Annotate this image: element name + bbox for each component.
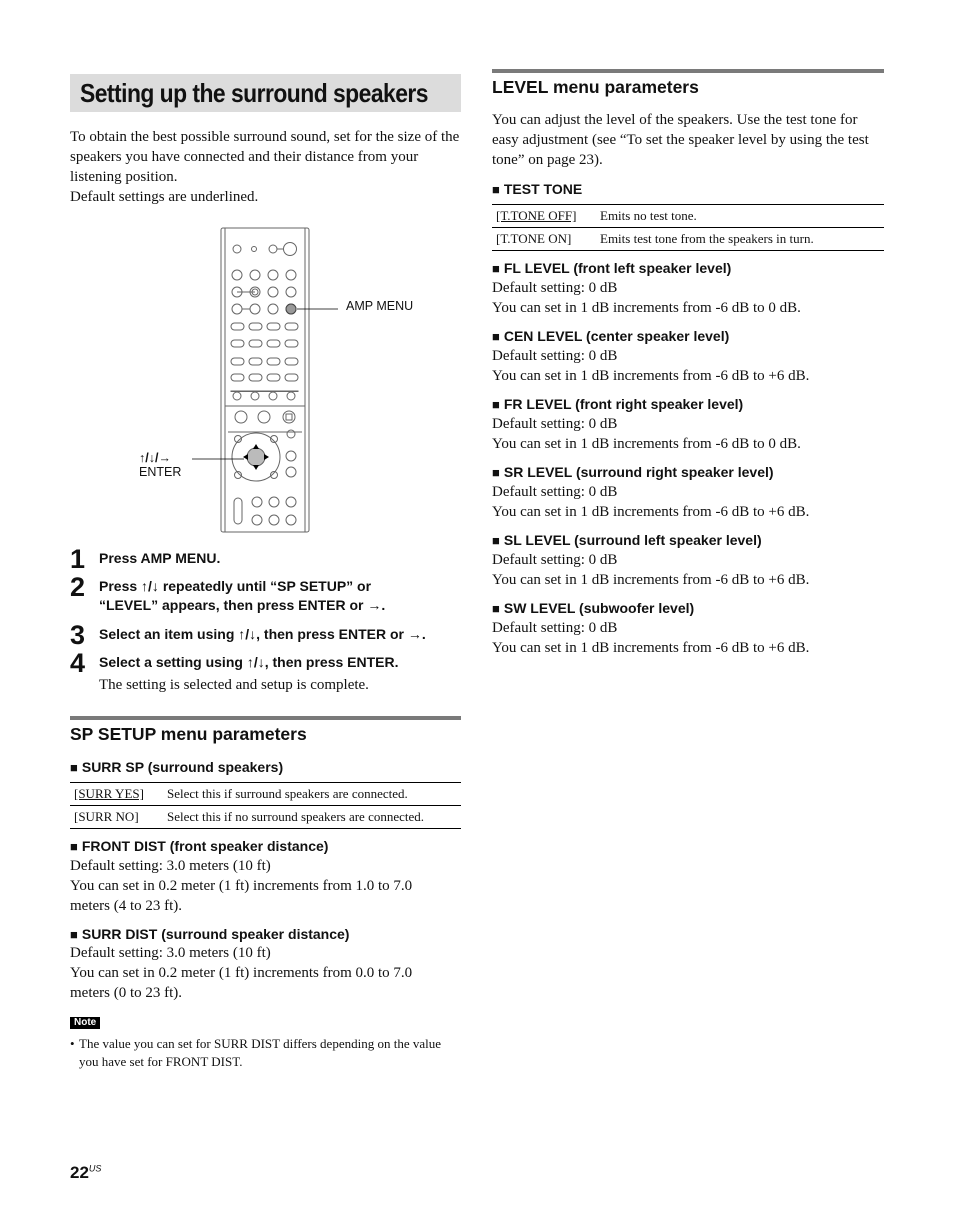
square-bullet-icon: ■ xyxy=(70,760,78,775)
param-heading-text: SURR DIST (surround speaker distance) xyxy=(81,926,350,942)
section-rule xyxy=(70,716,461,720)
default-setting: Default setting: 3.0 meters (10 ft) xyxy=(70,858,271,874)
fr-level-heading xyxy=(492,395,743,414)
sl-level-heading xyxy=(492,531,762,550)
test-tone-options-table xyxy=(492,204,884,251)
step-text: Press AMP MENU. xyxy=(99,550,221,566)
param-heading-text: SURR SP (surround speakers) xyxy=(81,759,284,775)
note-text: The value you can set for SURR DIST differs depending on the value you have set for FRONT DIST. xyxy=(79,1036,441,1069)
param-heading-text: FR LEVEL (front right speaker level) xyxy=(503,396,744,412)
option-key xyxy=(492,205,600,228)
sw-level-heading xyxy=(492,599,694,618)
default-settings-note: Default settings are underlined. xyxy=(70,189,259,205)
step-result-text: The setting is selected and setup is complete. xyxy=(99,677,369,693)
level-title: LEVEL menu parameters xyxy=(492,77,699,97)
sr-level-heading xyxy=(492,463,774,482)
setting-range: You can set in 1 dB increments from -6 dB to +6 dB. xyxy=(492,504,810,520)
note-badge: Note xyxy=(70,1017,100,1029)
step-number: 3 xyxy=(70,620,86,650)
section-rule xyxy=(492,69,884,73)
table-row xyxy=(492,228,884,251)
fl-level-heading xyxy=(492,259,731,278)
surr-dist-heading xyxy=(70,925,349,944)
sr-level-body xyxy=(492,482,884,522)
sw-level-body xyxy=(492,618,884,658)
fl-level-body xyxy=(492,278,884,318)
option-desc: Emits test tone from the speakers in turn. xyxy=(600,228,884,251)
square-bullet-icon: ■ xyxy=(492,465,500,480)
cen-level-heading xyxy=(492,327,729,346)
square-bullet-icon: ■ xyxy=(70,839,78,854)
test-tone-heading xyxy=(492,180,582,199)
step-text: Press ↑/↓ repeatedly until “SP SETUP” or “LEVEL” appears, then press ENTER or →. xyxy=(99,578,386,613)
setting-range: You can set in 0.2 meter (1 ft) increments from 0.0 to 7.0 meters (0 to 23 ft). xyxy=(70,965,413,1001)
surr-sp-heading xyxy=(70,758,283,777)
front-dist-body xyxy=(70,856,455,916)
remote-illustration xyxy=(130,226,430,536)
param-heading-text: TEST TONE xyxy=(503,181,583,197)
note-item xyxy=(70,1035,450,1071)
default-setting: Default setting: 0 dB xyxy=(492,484,618,500)
step-text: Select an item using ↑/↓, then press ENTER or →. xyxy=(99,626,426,642)
option-desc: Select this if surround speakers are connected. xyxy=(167,783,461,806)
step-number: 1 xyxy=(70,544,86,574)
surr-sp-options-table xyxy=(70,782,461,829)
param-heading-text: SL LEVEL (surround left speaker level) xyxy=(503,532,762,548)
intro-text: To obtain the best possible surround sound, set for the size of the speakers you have connected and their distance from your listening position. xyxy=(70,129,460,185)
amp-menu-callout: AMP MENU xyxy=(346,299,414,313)
level-intro xyxy=(492,110,884,170)
front-dist-heading xyxy=(70,837,328,856)
remote-control-drawing xyxy=(130,226,430,536)
square-bullet-icon: ■ xyxy=(492,397,500,412)
arrows-callout: ↑/↓/→ xyxy=(139,451,171,465)
option-key-text: [T.TONE OFF] xyxy=(496,208,577,223)
setting-range: You can set in 1 dB increments from -6 dB to 0 dB. xyxy=(492,300,801,316)
fr-level-body xyxy=(492,414,884,454)
param-heading-text: CEN LEVEL (center speaker level) xyxy=(503,328,730,344)
square-bullet-icon: ■ xyxy=(492,261,500,276)
intro-paragraph xyxy=(70,127,462,207)
sp-setup-title: SP SETUP menu parameters xyxy=(70,724,307,744)
param-heading-text: SR LEVEL (surround right speaker level) xyxy=(503,464,774,480)
step-number: 2 xyxy=(70,572,86,602)
setting-range: You can set in 1 dB increments from -6 dB to +6 dB. xyxy=(492,572,810,588)
square-bullet-icon: ■ xyxy=(492,182,500,197)
table-row xyxy=(70,806,461,829)
table-row xyxy=(70,783,461,806)
option-desc: Select this if no surround speakers are connected. xyxy=(167,806,461,829)
page-number-value: 22 xyxy=(70,1163,89,1182)
page-title: Setting up the surround speakers xyxy=(80,78,428,108)
default-setting: Default setting: 0 dB xyxy=(492,620,618,636)
default-setting: Default setting: 0 dB xyxy=(492,416,618,432)
setting-range: You can set in 1 dB increments from -6 dB to +6 dB. xyxy=(492,368,810,384)
default-setting: Default setting: 0 dB xyxy=(492,348,618,364)
param-heading-text: FL LEVEL (front left speaker level) xyxy=(503,260,732,276)
setting-range: You can set in 1 dB increments from -6 dB to 0 dB. xyxy=(492,436,801,452)
option-key xyxy=(70,783,167,806)
step-text: Select a setting using ↑/↓, then press ENTER. xyxy=(99,654,399,670)
sl-level-body xyxy=(492,550,884,590)
surr-dist-body xyxy=(70,943,455,1003)
option-key: [SURR NO] xyxy=(70,806,167,829)
default-setting: Default setting: 0 dB xyxy=(492,552,618,568)
table-row xyxy=(492,205,884,228)
setting-range: You can set in 1 dB increments from -6 dB to +6 dB. xyxy=(492,640,810,656)
page-number-suffix: US xyxy=(88,1163,102,1174)
square-bullet-icon: ■ xyxy=(70,927,78,942)
option-key: [T.TONE ON] xyxy=(492,228,600,251)
cen-level-body xyxy=(492,346,884,386)
bullet-icon: • xyxy=(70,1036,75,1051)
param-heading-text: SW LEVEL (subwoofer level) xyxy=(503,600,695,616)
step-number: 4 xyxy=(70,648,86,678)
square-bullet-icon: ■ xyxy=(492,601,500,616)
option-desc: Emits no test tone. xyxy=(600,205,884,228)
setting-range: You can set in 0.2 meter (1 ft) increments from 1.0 to 7.0 meters (4 to 23 ft). xyxy=(70,878,413,914)
page-title-banner xyxy=(70,74,461,112)
param-heading-text: FRONT DIST (front speaker distance) xyxy=(81,838,329,854)
level-intro-text: You can adjust the level of the speakers. Use the test tone for easy adjustment (see “To set the speaker level by using the test tone” on page 23). xyxy=(492,112,869,168)
square-bullet-icon: ■ xyxy=(492,329,500,344)
default-setting: Default setting: 0 dB xyxy=(492,280,618,296)
square-bullet-icon: ■ xyxy=(492,533,500,548)
default-setting: Default setting: 3.0 meters (10 ft) xyxy=(70,945,271,961)
page-number xyxy=(70,1163,101,1183)
option-key-text: [SURR YES] xyxy=(74,786,144,801)
enter-callout: ENTER xyxy=(139,465,182,479)
